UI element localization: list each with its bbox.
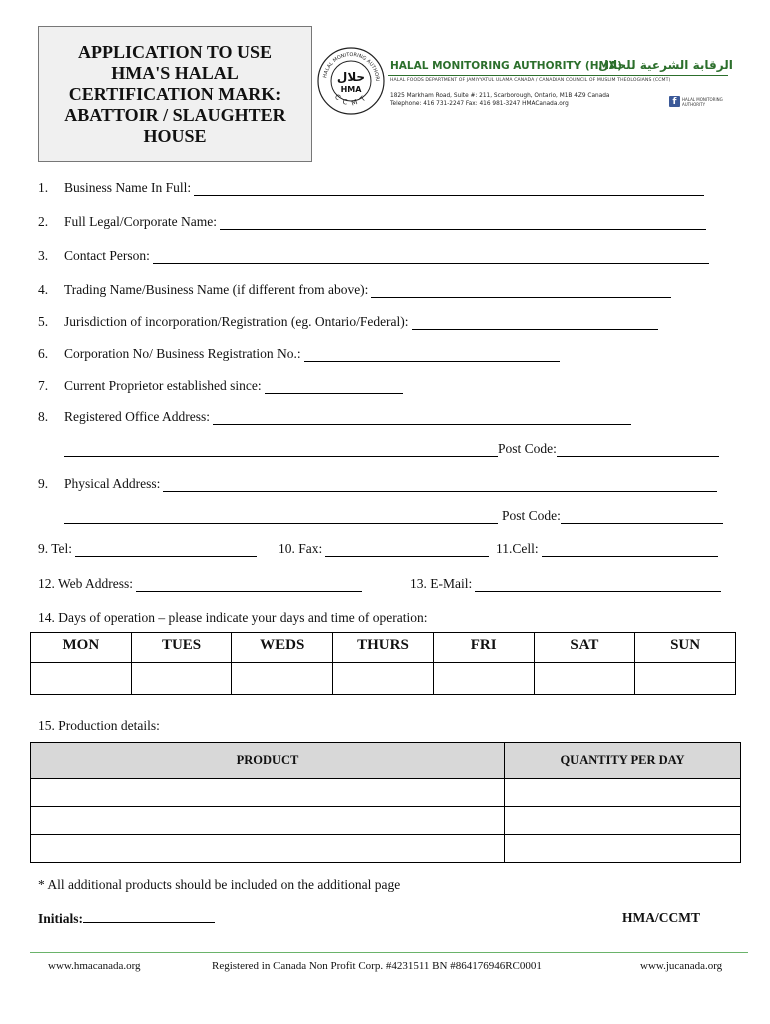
field-label: 11.Cell: bbox=[496, 541, 539, 556]
field-label: Current Proprietor established since: bbox=[64, 378, 262, 393]
product-cell[interactable] bbox=[31, 835, 505, 863]
production-table bbox=[30, 742, 741, 863]
facebook-icon: f bbox=[669, 96, 680, 107]
product-cell[interactable] bbox=[31, 779, 505, 807]
initials-line[interactable] bbox=[83, 910, 215, 923]
fax-field[interactable] bbox=[278, 541, 489, 557]
org-name-arabic: الرقابة الشرعية للحلال bbox=[598, 58, 733, 72]
field-label: Trading Name/Business Name (if different from above): bbox=[64, 282, 369, 297]
field-number: 1. bbox=[38, 180, 49, 195]
field-number: 2. bbox=[38, 214, 49, 229]
contact-line: Telephone: 416 731-2247 Fax: 416 981-3247 HMACanada.org bbox=[390, 101, 569, 107]
cell-line[interactable] bbox=[542, 543, 718, 557]
day-cell[interactable] bbox=[31, 663, 132, 695]
field-number: 7. bbox=[38, 378, 49, 393]
registration-no-line[interactable] bbox=[304, 348, 560, 362]
field-label: Contact Person: bbox=[64, 248, 150, 263]
quantity-header: QUANTITY PER DAY bbox=[505, 743, 741, 779]
facebook-badge bbox=[669, 96, 732, 107]
contact-person-line[interactable] bbox=[153, 250, 709, 264]
field-label: Corporation No/ Business Registration No.: bbox=[64, 346, 301, 361]
physical-postcode-row[interactable] bbox=[64, 508, 723, 524]
tel-field[interactable] bbox=[38, 541, 257, 557]
svg-text:حلال: حلال bbox=[336, 70, 366, 84]
title-line: CERTIFICATION MARK: bbox=[68, 83, 282, 104]
registered-postcode-line[interactable] bbox=[557, 443, 719, 457]
trading-name-line[interactable] bbox=[371, 284, 671, 298]
physical-postcode-line[interactable] bbox=[561, 510, 723, 524]
registered-address-field[interactable] bbox=[64, 409, 631, 425]
physical-address-line-2[interactable] bbox=[64, 510, 498, 524]
registered-postcode-row[interactable] bbox=[64, 441, 719, 457]
field-number: 9. bbox=[38, 476, 49, 491]
org-name: HALAL MONITORING AUTHORITY (HMA) bbox=[390, 60, 622, 72]
svg-text:CCMT: CCMT bbox=[332, 91, 371, 108]
field-number: 8. bbox=[38, 409, 49, 424]
field-number: 6. bbox=[38, 346, 49, 361]
quantity-cell[interactable] bbox=[505, 779, 741, 807]
field-number: 4. bbox=[38, 282, 49, 297]
web-address-line[interactable] bbox=[136, 578, 362, 592]
title-line: APPLICATION TO USE bbox=[77, 41, 273, 62]
footer-website-hma[interactable]: www.hmacanada.org bbox=[48, 960, 141, 972]
quantity-cell[interactable] bbox=[505, 835, 741, 863]
field-label: Registered Office Address: bbox=[64, 409, 210, 424]
days-prompt: 14. Days of operation – please indicate your days and time of operation: bbox=[38, 610, 428, 625]
title-line: HMA'S HALAL bbox=[111, 62, 239, 83]
field-number: 5. bbox=[38, 314, 49, 329]
form-title bbox=[38, 26, 312, 162]
day-cell[interactable] bbox=[131, 663, 232, 695]
web-address-field[interactable] bbox=[38, 576, 362, 592]
registration-no-field[interactable] bbox=[64, 346, 560, 362]
physical-address-line[interactable] bbox=[163, 478, 717, 492]
established-since-line[interactable] bbox=[265, 380, 403, 394]
field-label: 12. Web Address: bbox=[38, 576, 134, 591]
field-label: 10. Fax: bbox=[278, 541, 323, 556]
established-since-field[interactable] bbox=[64, 378, 403, 394]
registered-address-line-2[interactable] bbox=[64, 443, 498, 457]
field-label: Jurisdiction of incorporation/Registration (eg. Ontario/Federal): bbox=[64, 314, 409, 329]
business-name-line[interactable] bbox=[194, 182, 704, 196]
day-header: SUN bbox=[635, 633, 736, 663]
initials-label: Initials: bbox=[38, 911, 84, 926]
email-line[interactable] bbox=[475, 578, 721, 592]
day-header: THURS bbox=[333, 633, 434, 663]
cell-field[interactable] bbox=[496, 541, 718, 557]
org-address bbox=[390, 92, 609, 108]
title-line: ABATTOIR / SLAUGHTER bbox=[64, 104, 286, 125]
day-header: WEDS bbox=[232, 633, 333, 663]
quantity-cell[interactable] bbox=[505, 807, 741, 835]
address-line: 1825 Markham Road, Suite #: 211, Scarborough, Ontario, M1B 4Z9 Canada bbox=[390, 93, 610, 99]
field-label: Business Name In Full: bbox=[64, 180, 192, 195]
product-cell[interactable] bbox=[31, 807, 505, 835]
physical-address-field[interactable] bbox=[64, 476, 717, 492]
legal-name-line[interactable] bbox=[220, 216, 706, 230]
day-header: MON bbox=[31, 633, 132, 663]
field-number: 3. bbox=[38, 248, 49, 263]
day-cell[interactable] bbox=[635, 663, 736, 695]
product-header: PRODUCT bbox=[31, 743, 505, 779]
field-label: 13. E-Mail: bbox=[410, 576, 473, 591]
days-table bbox=[30, 632, 736, 695]
email-field[interactable] bbox=[410, 576, 721, 592]
day-cell[interactable] bbox=[534, 663, 635, 695]
additional-products-note: * All additional products should be included on the additional page bbox=[38, 877, 401, 892]
field-label: Physical Address: bbox=[64, 476, 161, 491]
day-header: SAT bbox=[534, 633, 635, 663]
tel-line[interactable] bbox=[75, 543, 257, 557]
field-label: 9. Tel: bbox=[38, 541, 73, 556]
footer-website-ju[interactable]: www.jucanada.org bbox=[640, 960, 723, 972]
business-name-field[interactable] bbox=[64, 180, 704, 196]
svg-text:HMA: HMA bbox=[340, 85, 362, 94]
footer-registration: Registered in Canada Non Profit Corp. #4231511 BN #864176946RC0001 bbox=[212, 960, 542, 972]
jurisdiction-line[interactable] bbox=[412, 316, 658, 330]
jurisdiction-field[interactable] bbox=[64, 314, 658, 330]
field-label: Full Legal/Corporate Name: bbox=[64, 214, 217, 229]
registered-address-line[interactable] bbox=[213, 411, 631, 425]
fax-line[interactable] bbox=[325, 543, 489, 557]
day-cell[interactable] bbox=[232, 663, 333, 695]
production-prompt: 15. Production details: bbox=[38, 718, 160, 733]
legal-name-field[interactable] bbox=[64, 214, 706, 230]
hma-ccmt-label: HMA/CCMT bbox=[622, 910, 700, 925]
initials-field[interactable] bbox=[38, 910, 215, 927]
day-cell[interactable] bbox=[433, 663, 534, 695]
title-line: HOUSE bbox=[143, 125, 207, 146]
contact-person-field[interactable] bbox=[64, 248, 709, 264]
facebook-label: HALAL MONITORING AUTHORITY bbox=[682, 96, 723, 107]
footer-divider bbox=[30, 952, 748, 953]
svg-text:HALAL MONITORING AUTHORITY: HALAL MONITORING AUTHORI bbox=[322, 51, 381, 82]
hma-seal-logo bbox=[316, 46, 386, 116]
post-code-label: Post Code: bbox=[498, 441, 557, 456]
day-header: TUES bbox=[131, 633, 232, 663]
day-cell[interactable] bbox=[333, 663, 434, 695]
day-header: FRI bbox=[433, 633, 534, 663]
post-code-label: Post Code: bbox=[502, 508, 561, 523]
header-divider bbox=[388, 75, 728, 76]
org-subtitle: HALAL FOODS DEPARTMENT OF JAMIYYATUL ULAMA CANADA / CANADIAN COUNCIL OF MUSLIM THEOLOGIANS (CCMT) bbox=[390, 78, 671, 83]
trading-name-field[interactable] bbox=[64, 282, 671, 298]
